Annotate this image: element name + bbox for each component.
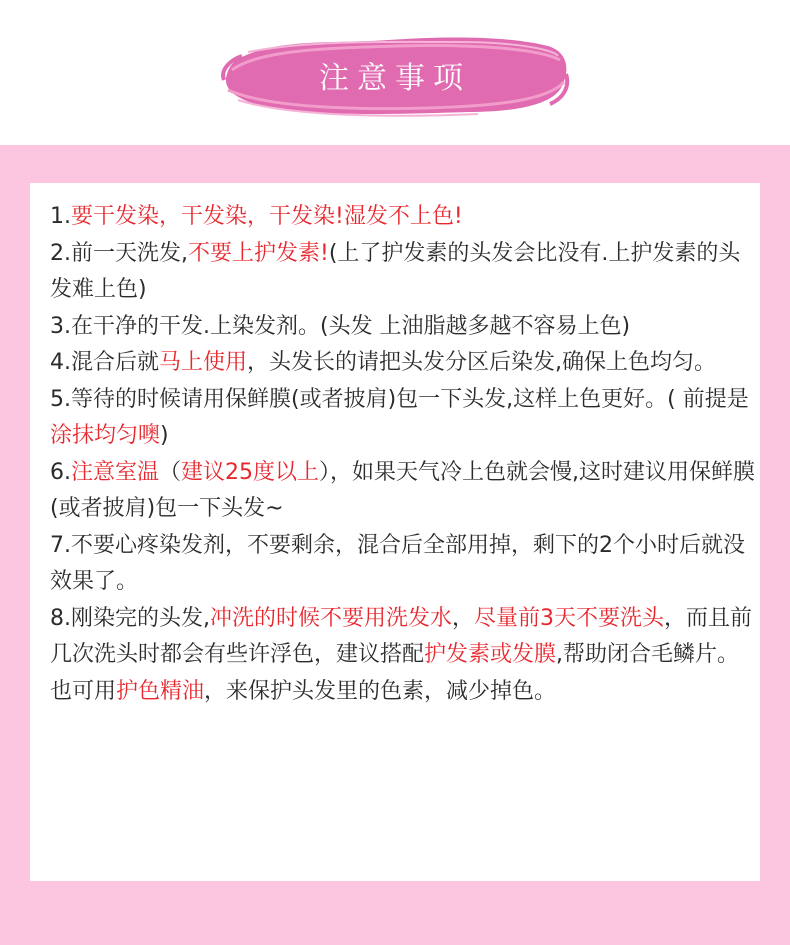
note-text: 5.等待的时候请用保鲜膜(或者披肩)包一下头发,这样上色更好。( 前提是 <box>50 386 749 412</box>
note-highlight: 建议25度以上 <box>181 459 320 485</box>
header-area <box>0 0 790 145</box>
note-highlight: 护色精油 <box>116 678 205 704</box>
note-item <box>50 236 756 309</box>
note-highlight: 冲洗的时候不要用洗发水 <box>209 605 452 631</box>
note-text: ，而且前几次洗头时都会有些许浮色，建议搭配 <box>50 605 753 667</box>
note-text: ) <box>160 423 169 448</box>
note-text: 7.不要心疼染发剂，不要剩余，混合后全部用掉，剩下的2个小时后就没效果了。 <box>50 532 745 594</box>
note-highlight: 不要上护发素! <box>187 240 329 266</box>
note-item <box>50 382 756 455</box>
note-text: ，来保护头发里的色素，减少掉色。 <box>204 678 557 704</box>
note-text: ,帮助闭合毛鳞片。也可用 <box>50 642 740 704</box>
note-text: 2.前一天洗发, <box>50 240 188 266</box>
page-title: 注意事项 <box>319 61 471 96</box>
note-text: ），如果天气冷上色就会慢,这时建议用保鲜膜(或者披肩)包一下头发~ <box>50 459 756 521</box>
note-item <box>50 601 756 711</box>
note-text: 8.刚染完的头发, <box>50 605 210 631</box>
note-text: （ <box>159 459 182 485</box>
note-item <box>50 528 756 601</box>
bottom-strip <box>0 930 790 945</box>
note-item <box>50 455 756 528</box>
note-item <box>50 345 756 382</box>
note-text: 1. <box>50 204 71 229</box>
note-text: (上了护发素的头发会比没有.上护发素的头发难上色) <box>50 240 741 302</box>
note-text: ，头发长的请把头发分区后染发,确保上色均匀。 <box>247 350 717 375</box>
note-text: 6. <box>50 459 71 485</box>
note-item <box>50 309 756 346</box>
note-text: ， <box>452 605 475 631</box>
note-highlight: 注意室温 <box>71 459 160 485</box>
note-highlight: 马上使用 <box>159 350 248 375</box>
note-text: 3.在干净的干发.上染发剂。(头发 上油脂越多越不容易上色) <box>50 313 631 339</box>
note-text: 4.混合后就 <box>50 350 159 375</box>
note-item <box>50 199 756 236</box>
note-highlight: 尽量前3天不要洗头 <box>474 605 665 631</box>
note-highlight: 护发素或发膜 <box>424 642 557 667</box>
notes-panel <box>30 183 760 881</box>
note-highlight: 要干发染，干发染，干发染!湿发不上色! <box>71 204 463 229</box>
title-badge <box>218 30 572 120</box>
note-highlight: 涂抹均匀噢 <box>50 423 161 448</box>
notes-list <box>50 199 756 710</box>
